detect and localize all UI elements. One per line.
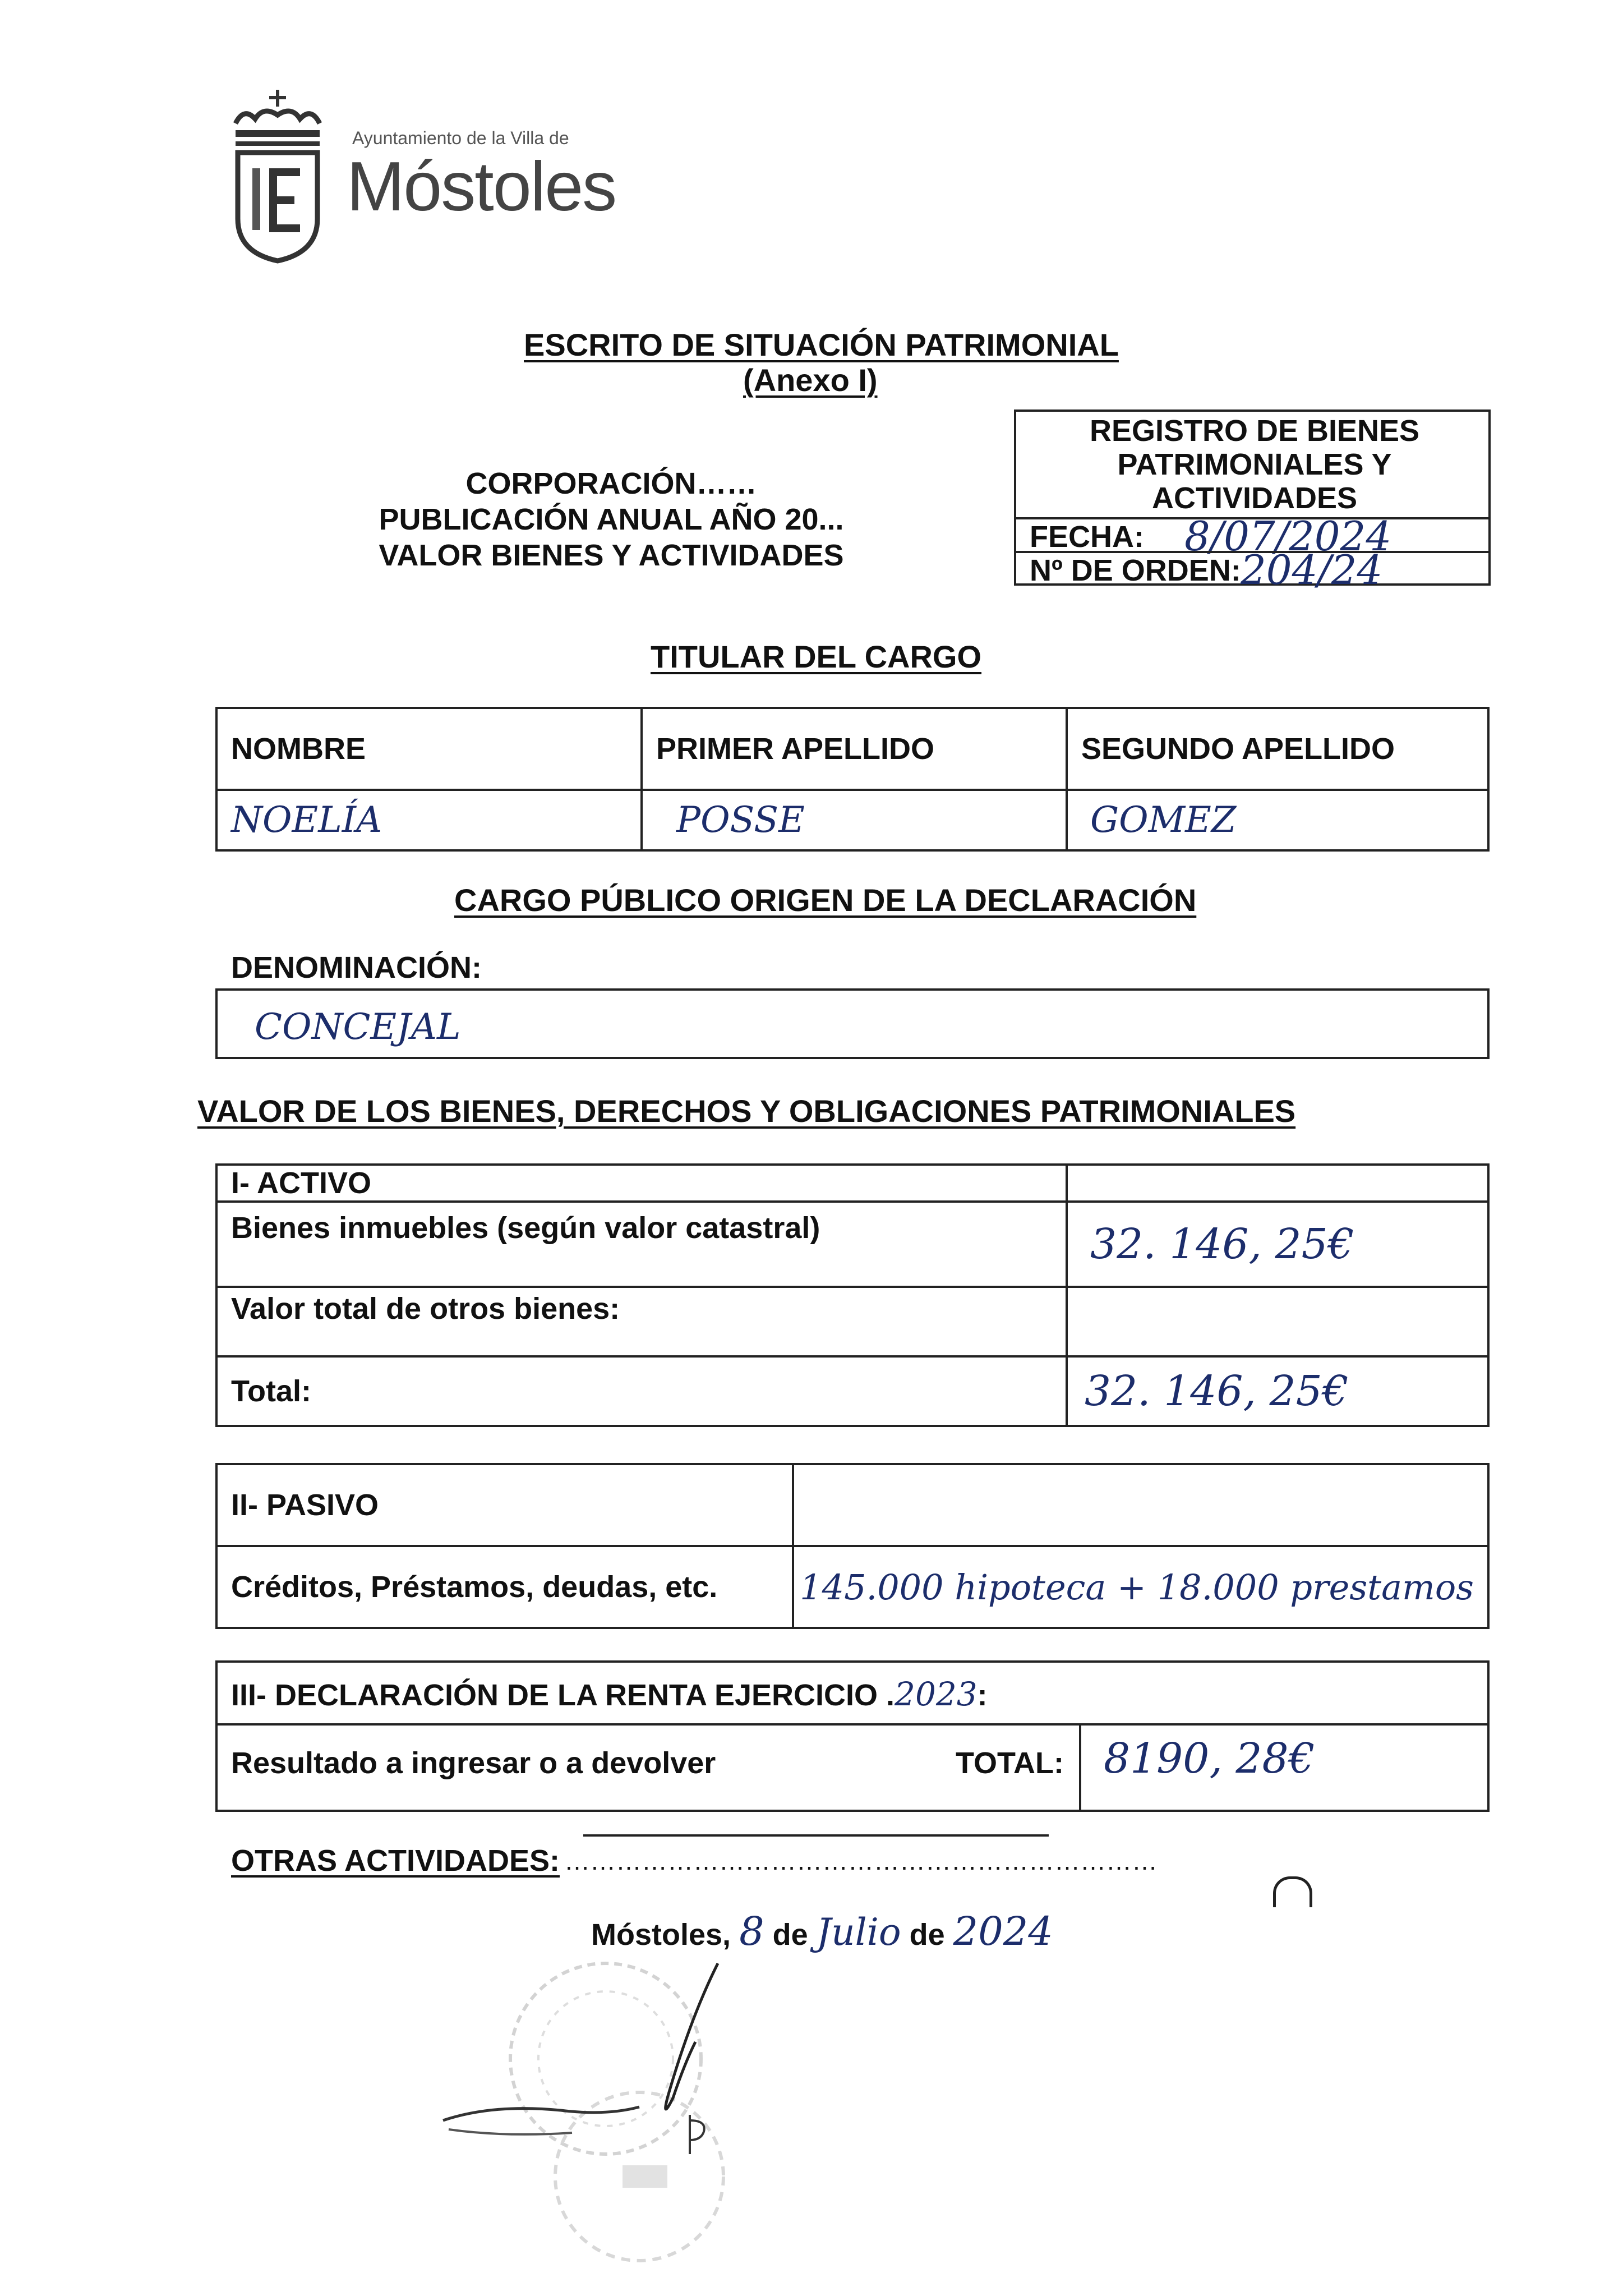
position-section-title: CARGO PÚBLICO ORIGEN DE LA DECLARACIÓN — [454, 882, 1197, 918]
assets-section-title: VALOR DE LOS BIENES, DERECHOS Y OBLIGACIONES PATRIMONIALES — [197, 1093, 1296, 1129]
holder-table — [215, 707, 1490, 852]
registry-order-value: 204/24 — [1241, 546, 1383, 593]
signoff-month: Julio — [816, 1911, 901, 1954]
renta-header-text: III- DECLARACIÓN DE LA RENTA EJERCICIO . — [231, 1678, 895, 1712]
renta-total-label: TOTAL: — [956, 1746, 1064, 1780]
surname1-header: PRIMER APELLIDO — [642, 708, 1067, 790]
registry-date-value: 8/07/2024 — [1184, 513, 1392, 560]
real-estate-value: 32. 146, 25€ — [1067, 1202, 1488, 1287]
signature-icon — [426, 1952, 819, 2188]
registry-box — [1014, 409, 1491, 593]
pasivo-header-value — [793, 1464, 1488, 1546]
renta-year: 2023 — [895, 1675, 978, 1713]
logo-caption: Ayuntamiento de la Villa de — [352, 128, 569, 148]
signoff-de: de — [772, 1918, 808, 1952]
otras-dots: …………………………………………………………… — [564, 1846, 1158, 1875]
surname2-header: SEGUNDO APELLIDO — [1067, 708, 1488, 790]
renta-total-value: 8190, 28€ — [1104, 1734, 1315, 1783]
other-assets-label: Valor total de otros bienes: — [216, 1287, 1067, 1356]
position-value: CONCEJAL — [255, 1006, 461, 1048]
signoff-day: 8 — [739, 1908, 764, 1954]
position-box — [215, 988, 1490, 1059]
renta-box — [215, 1660, 1490, 1812]
annual-publication-line: PUBLICACIÓN ANUAL AÑO 20... — [379, 503, 844, 536]
otras-handwritten-line — [583, 1834, 1049, 1837]
otras-label: OTRAS ACTIVIDADES: — [231, 1844, 560, 1878]
real-estate-label: Bienes inmuebles (según valor catastral) — [216, 1202, 1067, 1287]
activo-total-value: 32. 146, 25€ — [1067, 1356, 1488, 1426]
renta-cell-divider — [1079, 1723, 1081, 1810]
debts-value: 145.000 hipoteca + 18.000 prestamos — [793, 1546, 1488, 1628]
activo-table — [215, 1163, 1490, 1427]
surname1-value: POSSE — [642, 790, 1067, 850]
corporation-line: CORPORACIÓN…… — [465, 467, 757, 500]
coat-of-arms-icon — [230, 84, 325, 264]
name-header: NOMBRE — [216, 708, 642, 790]
registry-header: REGISTRO DE BIENES PATRIMONIALES Y ACTIVIDADES — [1089, 414, 1420, 515]
debts-label: Créditos, Préstamos, deudas, etc. — [216, 1546, 793, 1628]
signoff-city: Móstoles, — [591, 1918, 731, 1952]
page-title: ESCRITO DE SITUACIÓN PATRIMONIAL — [524, 327, 1119, 362]
position-label: DENOMINACIÓN: — [231, 951, 482, 984]
logo-wordmark: Móstoles — [347, 148, 616, 226]
signoff-de: de — [909, 1918, 945, 1952]
registry-date-label: FECHA: — [1030, 520, 1144, 554]
pasivo-header: II- PASIVO — [216, 1464, 793, 1546]
annex-label: (Anexo I) — [743, 362, 878, 398]
registry-order-label: Nº DE ORDEN: — [1030, 554, 1241, 587]
corporation-block — [359, 466, 864, 573]
value-line: VALOR BIENES Y ACTIVIDADES — [379, 539, 844, 572]
activo-total-label: Total: — [216, 1356, 1067, 1426]
renta-result-label: Resultado a ingresar o a devolver — [231, 1746, 716, 1780]
activo-header-value — [1067, 1165, 1488, 1202]
surname2-value: GOMEZ — [1067, 790, 1488, 850]
pasivo-table — [215, 1463, 1490, 1629]
renta-header-colon: : — [977, 1678, 988, 1712]
logo — [230, 84, 623, 264]
signoff-year: 2024 — [953, 1908, 1053, 1954]
renta-divider — [218, 1723, 1487, 1726]
signature-mark-icon — [1273, 1876, 1312, 1907]
renta-header — [231, 1675, 988, 1713]
other-assets-value — [1067, 1287, 1488, 1356]
activo-header: I- ACTIVO — [216, 1165, 1067, 1202]
name-value: NOELÍA — [216, 790, 642, 850]
holder-section-title: TITULAR DEL CARGO — [651, 639, 982, 674]
